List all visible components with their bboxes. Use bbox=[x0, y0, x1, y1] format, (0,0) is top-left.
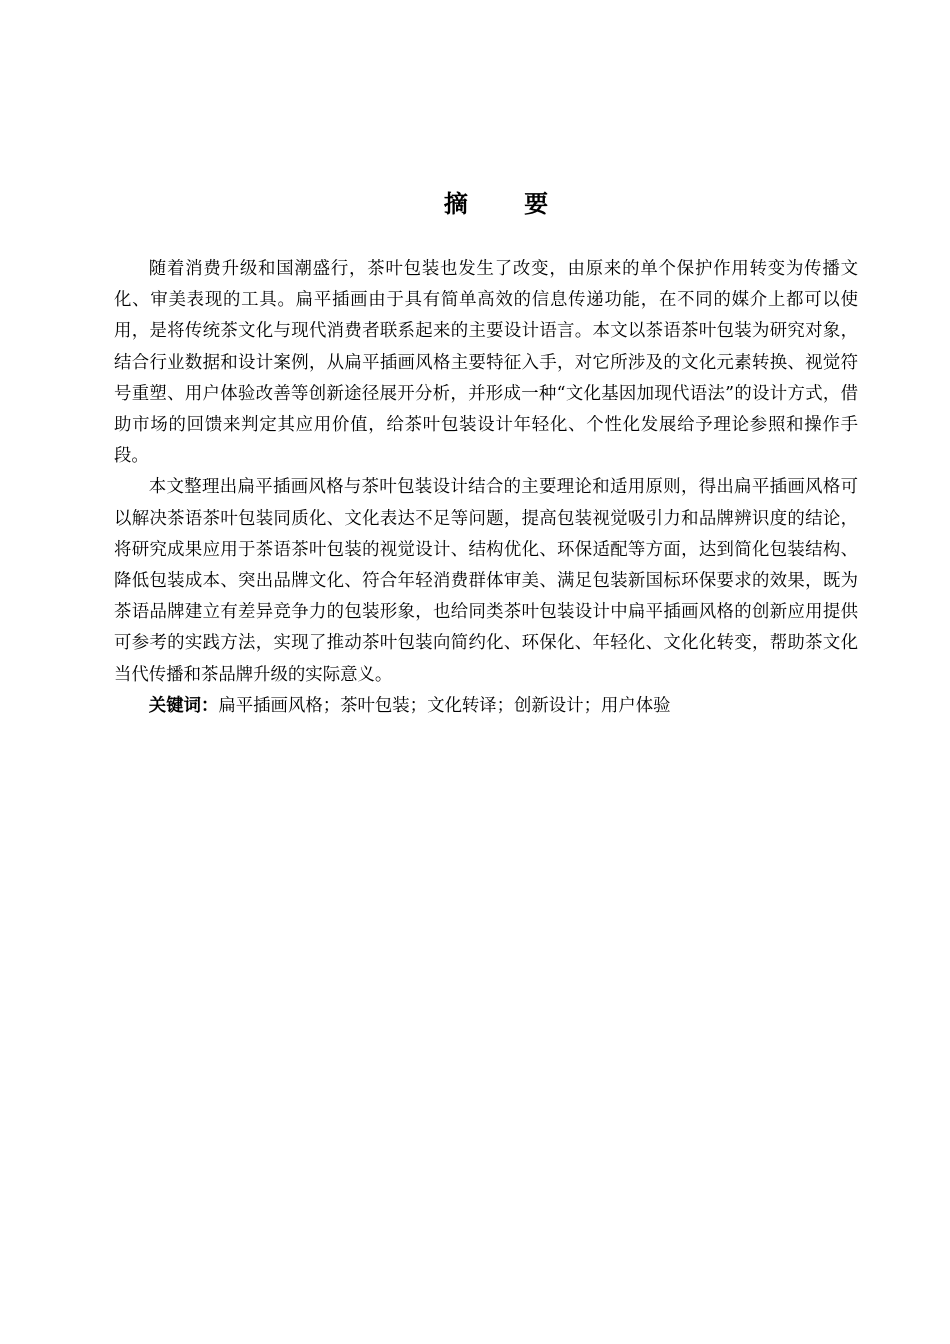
abstract-body bbox=[114, 254, 858, 722]
keywords-label: 关键词： bbox=[148, 695, 219, 716]
abstract-title: 摘 要 bbox=[443, 190, 573, 218]
keywords-line bbox=[114, 691, 858, 722]
abstract-paragraph-2: 本文整理出扁平插画风格与茶叶包装设计结合的主要理论和适用原则，得出扁平插画风格可以解决茶语茶叶包装同质化、文化表达不足等问题，提高包装视觉吸引力和品牌辨识度的结论，将研究成果应用于茶语茶叶包装的视觉设计、结构优化、环保适配等方面，达到简化包装结构、降低包装成本、突出品牌文化、符合年轻消费群体审美、满足包装新国标环保要求的效果，既为茶语品牌建立有差异竞争力的包装形象，也给同类茶叶包装设计中扁平插画风格的创新应用提供可参考的实践方法，实现了推动茶叶包装向简约化、环保化、年轻化、文化化转变，帮助茶文化当代传播和茶品牌升级的实际意义。 bbox=[114, 477, 858, 685]
abstract-paragraph-1: 随着消费升级和国潮盛行，茶叶包装也发生了改变，由原来的单个保护作用转变为传播文化、审美表现的工具。扁平插画由于具有简单高效的信息传递功能，在不同的媒介上都可以使用，是将传统茶文化与现代消费者联系起来的主要设计语言。本文以茶语茶叶包装为研究对象，结合行业数据和设计案例，从扁平插画风格主要特征入手，对它所涉及的文化元素转换、视觉符号重塑、用户体验改善等创新途径展开分析，并形成一种“文化基因加现代语法”的设计方式，借助市场的回馈来判定其应用价值，给茶叶包装设计年轻化、个性化发展给予理论参照和操作手段。 bbox=[114, 259, 858, 467]
keywords-text: 扁平插画风格；茶叶包装；文化转译；创新设计；用户体验 bbox=[218, 695, 671, 716]
